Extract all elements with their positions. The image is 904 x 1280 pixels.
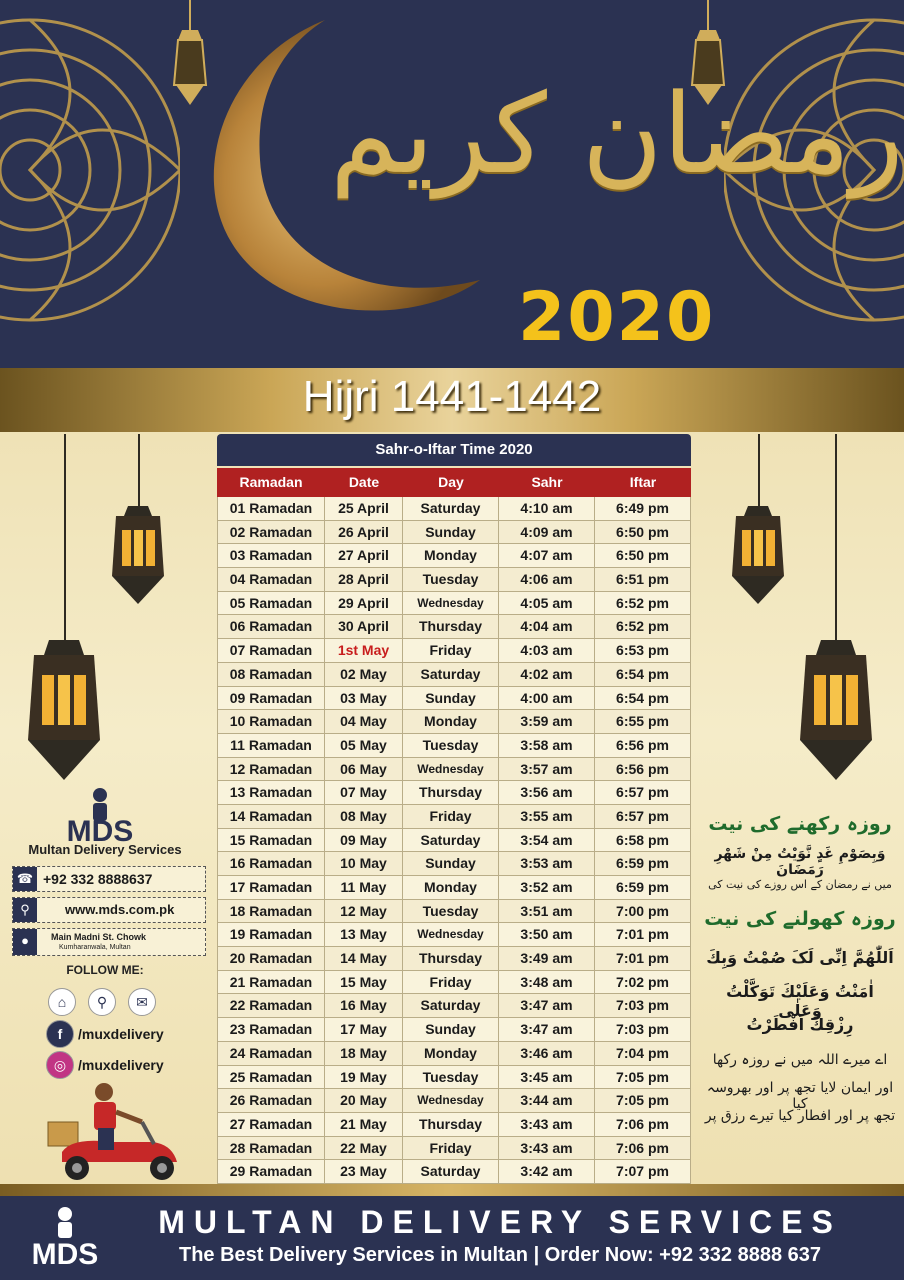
table-row xyxy=(217,615,691,639)
weekday-cell: Saturday xyxy=(403,497,499,520)
ramadan-day-cell: 03 Ramadan xyxy=(217,544,325,567)
iftar-time-cell: 7:04 pm xyxy=(595,1042,691,1065)
weekday-cell: Sunday xyxy=(403,1018,499,1041)
home-icon[interactable]: ⌂ xyxy=(48,988,76,1016)
lantern-right-large-icon xyxy=(796,630,876,790)
weekday-cell: Friday xyxy=(403,639,499,662)
ramadan-day-cell: 19 Ramadan xyxy=(217,923,325,946)
iftar-time-cell: 7:05 pm xyxy=(595,1066,691,1089)
mds-logo-icon xyxy=(55,785,145,845)
iftar-time-cell: 6:50 pm xyxy=(595,521,691,544)
date-cell: 09 May xyxy=(325,829,403,852)
sahr-time-cell: 3:43 am xyxy=(499,1113,595,1136)
weekday-cell: Tuesday xyxy=(403,900,499,923)
weekday-cell: Sunday xyxy=(403,687,499,710)
ramadan-day-cell: 18 Ramadan xyxy=(217,900,325,923)
iftar-time-cell: 7:07 pm xyxy=(595,1160,691,1183)
ramadan-day-cell: 08 Ramadan xyxy=(217,663,325,686)
lantern-right-small-icon xyxy=(730,500,786,610)
ramadan-day-cell: 24 Ramadan xyxy=(217,1042,325,1065)
weekday-cell: Tuesday xyxy=(403,1066,499,1089)
weekday-cell: Sunday xyxy=(403,852,499,875)
facebook-icon[interactable]: f xyxy=(46,1020,74,1048)
date-cell: 08 May xyxy=(325,805,403,828)
date-cell: 29 April xyxy=(325,592,403,615)
weekday-cell: Thursday xyxy=(403,615,499,638)
sahr-time-cell: 3:57 am xyxy=(499,758,595,781)
sahr-time-cell: 4:05 am xyxy=(499,592,595,615)
ramadan-day-cell: 20 Ramadan xyxy=(217,947,325,970)
website-row[interactable] xyxy=(12,897,206,923)
weekday-cell: Tuesday xyxy=(403,734,499,757)
column-header: Sahr xyxy=(531,474,563,490)
weekday-cell: Saturday xyxy=(403,994,499,1017)
weekday-cell: Monday xyxy=(403,710,499,733)
ramadan-day-cell: 02 Ramadan xyxy=(217,521,325,544)
phone-number: +92 332 8888637 xyxy=(43,871,153,887)
ramadan-day-cell: 29 Ramadan xyxy=(217,1160,325,1183)
year-label: 2020 xyxy=(518,278,716,357)
weekday-cell: Thursday xyxy=(403,947,499,970)
iftar-time-cell: 6:52 pm xyxy=(595,592,691,615)
date-cell: 17 May xyxy=(325,1018,403,1041)
iftar-dua-translation-line-3: تجھ پر اور افطار کیا تیرے رزق پر xyxy=(704,1108,896,1124)
iftar-time-cell: 6:50 pm xyxy=(595,544,691,567)
weekday-cell: Wednesday xyxy=(403,592,499,615)
table-row xyxy=(217,1113,691,1137)
iftar-time-cell: 6:56 pm xyxy=(595,734,691,757)
table-row xyxy=(217,805,691,829)
column-header: Iftar xyxy=(629,474,657,490)
table-row xyxy=(217,710,691,734)
sehri-niyat-heading: روزہ رکھنے کی نیت xyxy=(708,813,892,835)
ramadan-day-cell: 05 Ramadan xyxy=(217,592,325,615)
iftar-time-cell: 7:03 pm xyxy=(595,994,691,1017)
column-header: Date xyxy=(348,474,380,490)
table-body xyxy=(217,497,691,1208)
iftar-time-cell: 6:51 pm xyxy=(595,568,691,591)
iftar-time-cell: 6:55 pm xyxy=(595,710,691,733)
iftar-dua-translation-line-2: اور ایمان لایا تجھ پر اور بھروسہ کیا xyxy=(706,1080,894,1112)
header-banner xyxy=(0,0,904,368)
sahr-time-cell: 3:47 am xyxy=(499,994,595,1017)
date-cell: 21 May xyxy=(325,1113,403,1136)
iftar-time-cell: 7:01 pm xyxy=(595,923,691,946)
table-row xyxy=(217,781,691,805)
sehri-niyat-translation: میں نے رمضان کے اس روزے کی نیت کی xyxy=(708,878,892,891)
lantern-left-large-icon xyxy=(24,630,104,790)
weekday-cell: Friday xyxy=(403,805,499,828)
sahr-time-cell: 3:42 am xyxy=(499,1160,595,1183)
date-cell: 18 May xyxy=(325,1042,403,1065)
iftar-time-cell: 6:59 pm xyxy=(595,852,691,875)
date-cell: 03 May xyxy=(325,687,403,710)
weekday-cell: Saturday xyxy=(403,1160,499,1183)
phone-icon: ☎ xyxy=(13,867,37,891)
table-row xyxy=(217,947,691,971)
column-header: Ramadan xyxy=(239,474,303,490)
date-cell: 23 May xyxy=(325,1160,403,1183)
table-row xyxy=(217,758,691,782)
footer-gold-strip xyxy=(0,1184,904,1196)
ramadan-day-cell: 25 Ramadan xyxy=(217,1066,325,1089)
column-header: Day xyxy=(438,474,464,490)
iftar-time-cell: 7:01 pm xyxy=(595,947,691,970)
ramadan-day-cell: 23 Ramadan xyxy=(217,1018,325,1041)
table-row xyxy=(217,923,691,947)
website-link: www.mds.com.pk xyxy=(65,902,175,917)
date-cell: 13 May xyxy=(325,923,403,946)
iftar-time-cell: 7:03 pm xyxy=(595,1018,691,1041)
table-row xyxy=(217,663,691,687)
table-row xyxy=(217,971,691,995)
table-title: Sahr-o-Iftar Time 2020 xyxy=(217,434,691,466)
mds-logo-text: MDS xyxy=(66,815,134,845)
lantern-left-small-icon xyxy=(110,500,166,610)
date-cell: 19 May xyxy=(325,1066,403,1089)
iftar-time-cell: 6:54 pm xyxy=(595,687,691,710)
follow-label: FOLLOW ME: xyxy=(66,963,144,977)
address-line-1: Main Madni St. Chowk xyxy=(51,932,147,942)
date-cell: 20 May xyxy=(325,1089,403,1112)
table-row xyxy=(217,734,691,758)
date-cell: 25 April xyxy=(325,497,403,520)
ramadan-day-cell: 10 Ramadan xyxy=(217,710,325,733)
ramadan-day-cell: 09 Ramadan xyxy=(217,687,325,710)
ramadan-day-cell: 14 Ramadan xyxy=(217,805,325,828)
date-cell: 06 May xyxy=(325,758,403,781)
ramadan-day-cell: 26 Ramadan xyxy=(217,1089,325,1112)
instagram-icon[interactable]: ◎ xyxy=(46,1051,74,1079)
ramadan-day-cell: 16 Ramadan xyxy=(217,852,325,875)
iftar-time-cell: 6:53 pm xyxy=(595,639,691,662)
table-row xyxy=(217,1089,691,1113)
iftar-time-cell: 7:02 pm xyxy=(595,971,691,994)
iftar-niyat-heading: روزہ کھولنے کی نیت xyxy=(704,908,896,930)
footer-subtitle: The Best Delivery Services in Multan | Order Now: +92 332 8888 637 xyxy=(178,1244,821,1266)
sahr-time-cell: 4:09 am xyxy=(499,521,595,544)
sahr-time-cell: 3:55 am xyxy=(499,805,595,828)
address-row xyxy=(12,928,206,956)
date-cell: 1st May xyxy=(325,639,403,662)
facebook-handle[interactable]: /muxdelivery xyxy=(78,1026,164,1042)
sahr-time-cell: 3:48 am xyxy=(499,971,595,994)
date-cell: 11 May xyxy=(325,876,403,899)
ramadan-day-cell: 15 Ramadan xyxy=(217,829,325,852)
date-cell: 30 April xyxy=(325,615,403,638)
table-row xyxy=(217,1042,691,1066)
phone-row[interactable] xyxy=(12,866,206,892)
sahr-time-cell: 4:02 am xyxy=(499,663,595,686)
search-icon[interactable]: ⚲ xyxy=(88,988,116,1016)
address-line-2: Kumharanwala, Multan xyxy=(59,944,131,951)
table-row xyxy=(217,639,691,663)
sahr-time-cell: 3:46 am xyxy=(499,1042,595,1065)
weekday-cell: Tuesday xyxy=(403,568,499,591)
footer-logo-text: MDS xyxy=(31,1238,99,1268)
iftar-time-cell: 6:58 pm xyxy=(595,829,691,852)
sahr-time-cell: 3:56 am xyxy=(499,781,595,804)
location-pin-icon: ● xyxy=(13,929,37,955)
weekday-cell: Thursday xyxy=(403,1113,499,1136)
sahr-time-cell: 4:04 am xyxy=(499,615,595,638)
date-cell: 14 May xyxy=(325,947,403,970)
table-row xyxy=(217,544,691,568)
sahr-time-cell: 4:10 am xyxy=(499,497,595,520)
table-row xyxy=(217,852,691,876)
date-cell: 12 May xyxy=(325,900,403,923)
search-icon: ⚲ xyxy=(13,898,37,922)
sehri-niyat-arabic: وَبِصَوْمِ غَدٍ نَّوَيْتُ مِنْ شَهْرِ رَمَضَانَ xyxy=(714,846,886,878)
date-cell: 27 April xyxy=(325,544,403,567)
date-cell: 16 May xyxy=(325,994,403,1017)
date-cell: 04 May xyxy=(325,710,403,733)
sahr-time-cell: 4:07 am xyxy=(499,544,595,567)
weekday-cell: Wednesday xyxy=(403,758,499,781)
sahr-time-cell: 3:54 am xyxy=(499,829,595,852)
weekday-cell: Friday xyxy=(403,1137,499,1160)
company-name: Multan Delivery Services xyxy=(28,842,182,857)
table-header-row xyxy=(217,468,691,497)
ramadan-day-cell: 22 Ramadan xyxy=(217,994,325,1017)
sahr-time-cell: 4:06 am xyxy=(499,568,595,591)
table-row xyxy=(217,876,691,900)
lantern-chain xyxy=(64,434,66,644)
sahr-time-cell: 3:44 am xyxy=(499,1089,595,1112)
weekday-cell: Saturday xyxy=(403,663,499,686)
weekday-cell: Wednesday xyxy=(403,1089,499,1112)
iftar-time-cell: 7:06 pm xyxy=(595,1113,691,1136)
weekday-cell: Monday xyxy=(403,544,499,567)
instagram-handle[interactable]: /muxdelivery xyxy=(78,1057,164,1073)
table-row xyxy=(217,592,691,616)
weekday-cell: Monday xyxy=(403,1042,499,1065)
table-row xyxy=(217,900,691,924)
date-cell: 26 April xyxy=(325,521,403,544)
weekday-cell: Wednesday xyxy=(403,923,499,946)
ramadan-day-cell: 21 Ramadan xyxy=(217,971,325,994)
mandala-left-ornament xyxy=(0,0,180,340)
iftar-time-cell: 7:06 pm xyxy=(595,1137,691,1160)
sahr-time-cell: 3:58 am xyxy=(499,734,595,757)
weekday-cell: Monday xyxy=(403,876,499,899)
sahr-iftar-table xyxy=(217,434,691,1208)
iftar-time-cell: 6:56 pm xyxy=(595,758,691,781)
sahr-time-cell: 3:49 am xyxy=(499,947,595,970)
date-cell: 22 May xyxy=(325,1137,403,1160)
ramadan-day-cell: 27 Ramadan xyxy=(217,1113,325,1136)
ramadan-day-cell: 12 Ramadan xyxy=(217,758,325,781)
ramadan-day-cell: 13 Ramadan xyxy=(217,781,325,804)
table-row xyxy=(217,1066,691,1090)
weekday-cell: Saturday xyxy=(403,829,499,852)
date-cell: 15 May xyxy=(325,971,403,994)
sahr-time-cell: 3:59 am xyxy=(499,710,595,733)
ramadan-day-cell: 28 Ramadan xyxy=(217,1137,325,1160)
footer-title: MULTAN DELIVERY SERVICES xyxy=(158,1204,842,1240)
weekday-cell: Friday xyxy=(403,971,499,994)
table-row xyxy=(217,994,691,1018)
footer-mds-logo-icon xyxy=(20,1204,110,1268)
sahr-time-cell: 3:45 am xyxy=(499,1066,595,1089)
iftar-time-cell: 6:52 pm xyxy=(595,615,691,638)
table-row xyxy=(217,1137,691,1161)
sahr-time-cell: 3:53 am xyxy=(499,852,595,875)
date-cell: 05 May xyxy=(325,734,403,757)
ramadan-day-cell: 11 Ramadan xyxy=(217,734,325,757)
ramadan-day-cell: 17 Ramadan xyxy=(217,876,325,899)
date-cell: 28 April xyxy=(325,568,403,591)
delivery-scooter-icon xyxy=(42,1082,192,1182)
table-row xyxy=(217,687,691,711)
table-row xyxy=(217,521,691,545)
ramadan-day-cell: 04 Ramadan xyxy=(217,568,325,591)
date-cell: 07 May xyxy=(325,781,403,804)
sahr-time-cell: 3:43 am xyxy=(499,1137,595,1160)
ramadan-day-cell: 07 Ramadan xyxy=(217,639,325,662)
table-row xyxy=(217,497,691,521)
sahr-time-cell: 3:47 am xyxy=(499,1018,595,1041)
iftar-dua-arabic-line-1: اَللّٰهُمَّ اِنِّی لَکَ صُمْتُ وَبِكَ xyxy=(706,948,894,967)
iftar-time-cell: 6:54 pm xyxy=(595,663,691,686)
table-row xyxy=(217,568,691,592)
ramadan-day-cell: 06 Ramadan xyxy=(217,615,325,638)
ramadan-day-cell: 01 Ramadan xyxy=(217,497,325,520)
sahr-time-cell: 3:51 am xyxy=(499,900,595,923)
ramadan-kareem-calligraphy: رمضان کریم xyxy=(330,70,904,198)
date-cell: 02 May xyxy=(325,663,403,686)
iftar-time-cell: 6:57 pm xyxy=(595,805,691,828)
hijri-title: Hijri 1441-1442 xyxy=(302,372,602,421)
table-row xyxy=(217,1018,691,1042)
sahr-time-cell: 4:00 am xyxy=(499,687,595,710)
iftar-time-cell: 6:59 pm xyxy=(595,876,691,899)
iftar-time-cell: 6:49 pm xyxy=(595,497,691,520)
iftar-dua-translation-line-1: اے میرے اللہ میں نے روزہ رکھا xyxy=(712,1052,888,1068)
sahr-time-cell: 3:50 am xyxy=(499,923,595,946)
weekday-cell: Thursday xyxy=(403,781,499,804)
lantern-chain xyxy=(835,434,837,644)
weekday-cell: Sunday xyxy=(403,521,499,544)
iftar-dua-arabic-line-2: اٰمَنْتُ وَعَلَيْكَ تَوَكَّلْتُ وَعَلٰى xyxy=(726,982,874,1020)
iftar-time-cell: 7:05 pm xyxy=(595,1089,691,1112)
sahr-time-cell: 4:03 am xyxy=(499,639,595,662)
table-row xyxy=(217,829,691,853)
sahr-time-cell: 3:52 am xyxy=(499,876,595,899)
date-cell: 10 May xyxy=(325,852,403,875)
iftar-dua-arabic-line-3: رِزْقِكَ اَفْطَرْتُ xyxy=(746,1015,854,1034)
mail-icon[interactable]: ✉ xyxy=(128,988,156,1016)
iftar-time-cell: 6:57 pm xyxy=(595,781,691,804)
iftar-time-cell: 7:00 pm xyxy=(595,900,691,923)
table-row xyxy=(217,1160,691,1184)
